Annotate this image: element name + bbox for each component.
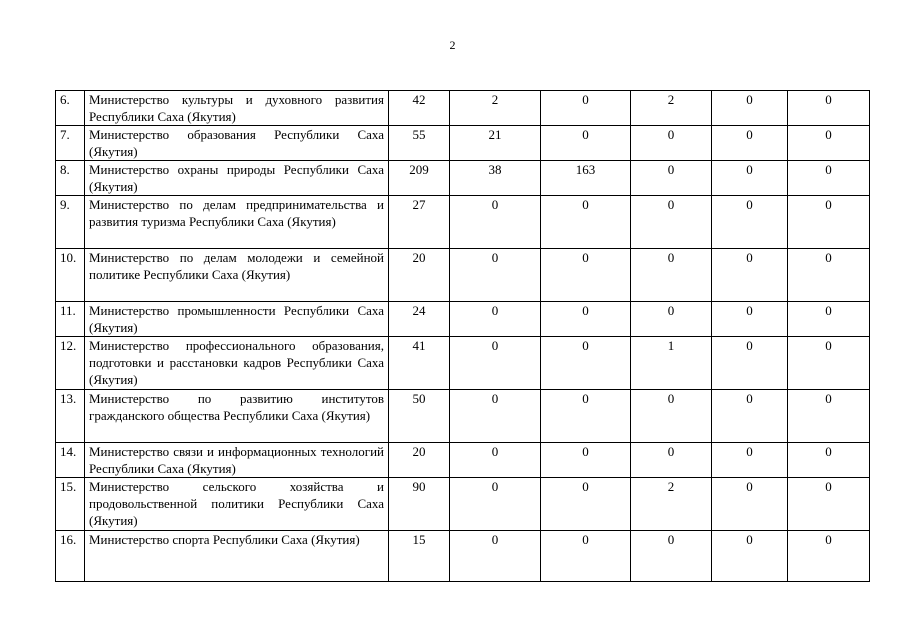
ministry-name: Министерство охраны природы Республики Саха (Якутия) — [85, 161, 389, 196]
value-cell: 0 — [788, 390, 870, 443]
value-cell: 41 — [389, 337, 450, 390]
ministry-name: Министерство профессионального образования, подготовки и расстановки кадров Республики Саха (Якутия) — [85, 337, 389, 390]
table-row — [56, 478, 870, 531]
value-cell: 0 — [788, 302, 870, 337]
value-cell: 0 — [712, 443, 788, 478]
value-cell: 0 — [541, 478, 631, 531]
row-number: 6. — [56, 91, 85, 126]
page-number: 2 — [449, 38, 456, 52]
value-cell: 0 — [712, 531, 788, 582]
ministry-name: Министерство образования Республики Саха (Якутия) — [85, 126, 389, 161]
ministries-table — [55, 90, 870, 582]
value-cell: 0 — [631, 302, 712, 337]
value-cell: 0 — [450, 196, 541, 249]
value-cell: 0 — [450, 337, 541, 390]
value-cell: 0 — [541, 91, 631, 126]
value-cell: 0 — [712, 478, 788, 531]
value-cell: 0 — [712, 249, 788, 302]
value-cell: 0 — [541, 126, 631, 161]
ministry-name: Министерство по делам предпринимательства и развития туризма Республики Саха (Якутия) — [85, 196, 389, 249]
value-cell: 209 — [389, 161, 450, 196]
value-cell: 0 — [541, 196, 631, 249]
ministry-name: Министерство культуры и духовного развития Республики Саха (Якутия) — [85, 91, 389, 126]
value-cell: 27 — [389, 196, 450, 249]
value-cell: 0 — [631, 196, 712, 249]
value-cell: 0 — [450, 443, 541, 478]
value-cell: 0 — [788, 249, 870, 302]
value-cell: 0 — [712, 302, 788, 337]
table-row — [56, 161, 870, 196]
value-cell: 0 — [712, 91, 788, 126]
value-cell: 0 — [450, 478, 541, 531]
value-cell: 0 — [631, 443, 712, 478]
value-cell: 15 — [389, 531, 450, 582]
value-cell: 0 — [788, 196, 870, 249]
value-cell: 90 — [389, 478, 450, 531]
value-cell: 0 — [631, 126, 712, 161]
table-row — [56, 302, 870, 337]
row-number: 16. — [56, 531, 85, 582]
row-number: 9. — [56, 196, 85, 249]
value-cell: 20 — [389, 443, 450, 478]
value-cell: 0 — [712, 390, 788, 443]
table-row — [56, 126, 870, 161]
ministry-name: Министерство связи и информационных технологий Республики Саха (Якутия) — [85, 443, 389, 478]
value-cell: 0 — [450, 390, 541, 443]
value-cell: 0 — [541, 249, 631, 302]
value-cell: 0 — [450, 249, 541, 302]
value-cell: 0 — [541, 390, 631, 443]
table-row — [56, 531, 870, 582]
value-cell: 55 — [389, 126, 450, 161]
row-number: 11. — [56, 302, 85, 337]
ministry-name: Министерство спорта Республики Саха (Якутия) — [85, 531, 389, 582]
row-number: 10. — [56, 249, 85, 302]
table-row — [56, 196, 870, 249]
row-number: 7. — [56, 126, 85, 161]
table-row — [56, 390, 870, 443]
value-cell: 0 — [631, 531, 712, 582]
value-cell: 0 — [788, 91, 870, 126]
value-cell: 0 — [631, 161, 712, 196]
value-cell: 0 — [712, 337, 788, 390]
value-cell: 50 — [389, 390, 450, 443]
value-cell: 0 — [712, 196, 788, 249]
value-cell: 0 — [788, 337, 870, 390]
value-cell: 0 — [631, 390, 712, 443]
value-cell: 0 — [450, 531, 541, 582]
value-cell: 0 — [541, 531, 631, 582]
value-cell: 0 — [541, 443, 631, 478]
ministry-name: Министерство сельского хозяйства и продовольственной политики Республики Саха (Якутия) — [85, 478, 389, 531]
value-cell: 0 — [788, 161, 870, 196]
row-number: 12. — [56, 337, 85, 390]
value-cell: 21 — [450, 126, 541, 161]
row-number: 14. — [56, 443, 85, 478]
value-cell: 0 — [450, 302, 541, 337]
value-cell: 0 — [788, 478, 870, 531]
value-cell: 0 — [712, 161, 788, 196]
table-row — [56, 249, 870, 302]
value-cell: 2 — [631, 478, 712, 531]
row-number: 8. — [56, 161, 85, 196]
ministry-name: Министерство промышленности Республики Саха (Якутия) — [85, 302, 389, 337]
value-cell: 2 — [450, 91, 541, 126]
value-cell: 24 — [389, 302, 450, 337]
value-cell: 20 — [389, 249, 450, 302]
value-cell: 0 — [541, 302, 631, 337]
value-cell: 0 — [541, 337, 631, 390]
ministry-name: Министерство по развитию институтов гражданского общества Республики Саха (Якутия) — [85, 390, 389, 443]
table-row — [56, 337, 870, 390]
value-cell: 0 — [631, 249, 712, 302]
value-cell: 1 — [631, 337, 712, 390]
ministry-name: Министерство по делам молодежи и семейной политике Республики Саха (Якутия) — [85, 249, 389, 302]
table-row — [56, 91, 870, 126]
value-cell: 0 — [788, 126, 870, 161]
row-number: 13. — [56, 390, 85, 443]
value-cell: 38 — [450, 161, 541, 196]
value-cell: 0 — [788, 531, 870, 582]
row-number: 15. — [56, 478, 85, 531]
value-cell: 42 — [389, 91, 450, 126]
value-cell: 0 — [788, 443, 870, 478]
value-cell: 2 — [631, 91, 712, 126]
value-cell: 0 — [712, 126, 788, 161]
value-cell: 163 — [541, 161, 631, 196]
table-row — [56, 443, 870, 478]
